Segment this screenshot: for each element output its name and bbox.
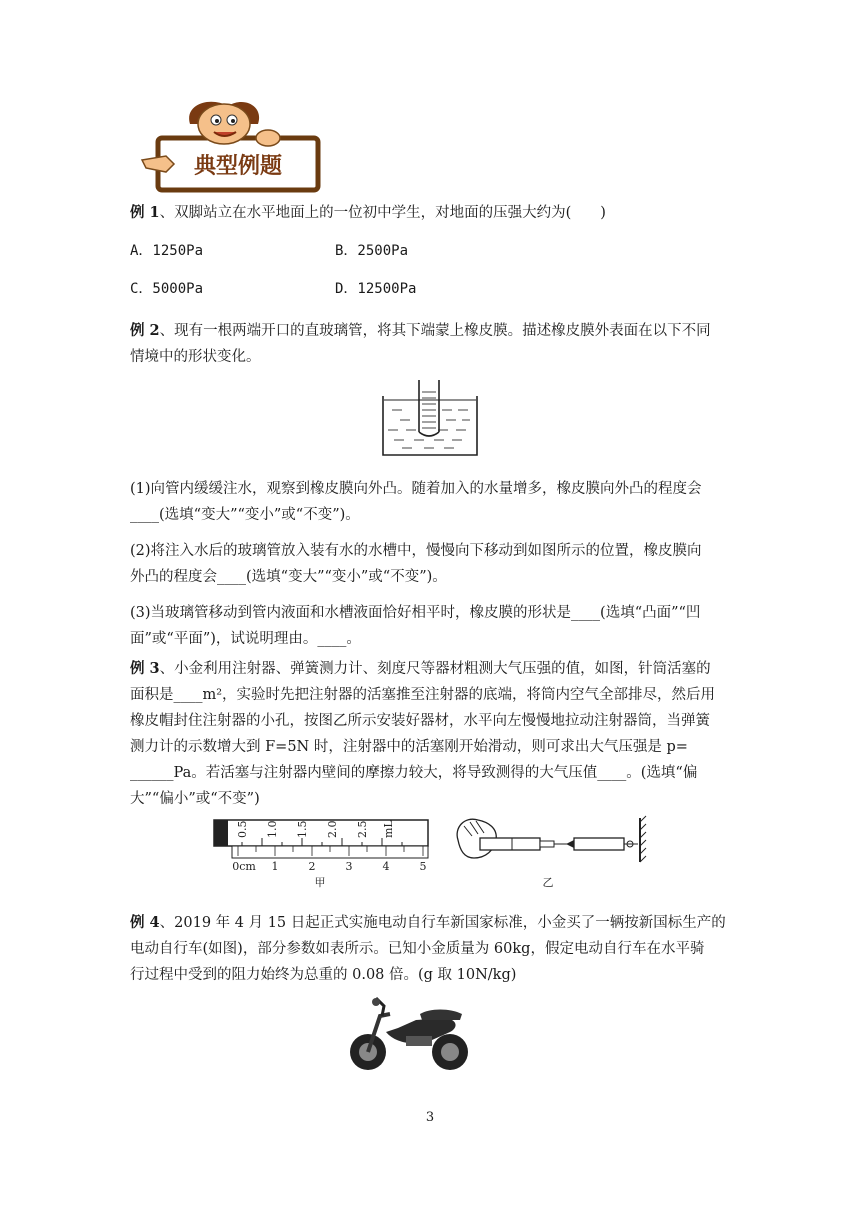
- example-2-part-2: [130, 538, 730, 590]
- example-1-question: [130, 200, 730, 226]
- syringe-ruler-figure: [212, 812, 662, 896]
- example-1-option-d: D．12500Pa: [335, 281, 417, 297]
- example-3-line1: 、小金利用注射器、弹簧测力计、刻度尺等器材粗测大气压强的值，如图，针筒活塞的: [159, 661, 711, 677]
- example-3-line3: 橡皮帽封住注射器的小孔，按图乙所示安装好器材，水平向左慢慢地拉动注射器筒，当弹簧: [130, 713, 710, 729]
- example-header-badge: [140, 98, 322, 194]
- example-2-part-1: [130, 476, 730, 528]
- example-4-line1: 、2019 年 4 月 15 日起正式实施电动自行车新国家标准，小金买了一辆按新国标生产的: [159, 915, 726, 931]
- ruler-tick-label: 3: [345, 860, 353, 873]
- example-3-line2: 面积是____m²，实验时先把注射器的活塞推至注射器的底端，将筒内空气全部排尽，然后用: [130, 687, 716, 703]
- figure-caption-b: 乙: [542, 876, 554, 889]
- electric-bike-icon: [346, 992, 478, 1074]
- syringe-volume-tick: 1.0: [266, 820, 279, 838]
- example-2-label: 例 2: [130, 322, 160, 339]
- example-2-part-3: [130, 600, 730, 652]
- example-2-question: [130, 318, 730, 370]
- ruler-tick-label: 1: [271, 860, 279, 873]
- example-3-question: [130, 656, 730, 812]
- figure-caption-a: 甲: [314, 876, 326, 889]
- example-3-line4: 测力计的示数增大到 F=5N 时，注射器中的活塞刚开始滑动，则可求出大气压强是 p=: [130, 739, 688, 755]
- example-3-label: 例 3: [130, 660, 160, 677]
- water-tank-figure: [380, 378, 480, 462]
- example-1-option-b: B．2500Pa: [335, 243, 409, 259]
- example-4-line3: 行过程中受到的阻力始终为总重的 0.08 倍。(g 取 10N/kg): [130, 967, 517, 983]
- example-2-q2-line1: (2)将注入水后的玻璃管放入装有水的水槽中，慢慢向下移动到如图所示的位置，橡皮膜向: [130, 543, 702, 559]
- page-number: 3: [425, 1110, 435, 1125]
- example-2-q3-line2: 面”或“平面”)，试说明理由。____。: [130, 631, 361, 647]
- example-4-question: [130, 910, 730, 988]
- example-1-option-a: A．1250Pa: [130, 243, 204, 259]
- example-2-line1: 、现有一根两端开口的直玻璃管，将其下端蒙上橡皮膜。描述橡皮膜外表面在以下不同: [159, 323, 711, 339]
- example-3-line5: ______Pa。若活塞与注射器内壁间的摩擦力较大，将导致测得的大气压值____。(选填“偏: [130, 765, 698, 781]
- example-2-q3-line1: (3)当玻璃管移动到管内液面和水槽液面恰好相平时，橡皮膜的形状是____(选填“凸面”“凹: [130, 605, 701, 621]
- example-3-line6: 大”“偏小”或“不变”): [130, 791, 260, 807]
- example-1-option-c: C．5000Pa: [130, 281, 204, 297]
- syringe-volume-unit: mL: [382, 820, 395, 838]
- example-4-line2: 电动自行车(如图)，部分参数如表所示。已知小金质量为 60kg，假定电动自行车在水平骑: [130, 941, 705, 957]
- electric-bike-image: [346, 992, 478, 1078]
- example-1-label: 例 1: [130, 204, 160, 221]
- ruler-tick-label: 0cm: [232, 860, 256, 873]
- cartoon-mascot-icon: [140, 98, 322, 194]
- syringe-volume-tick: 2.5: [356, 820, 369, 838]
- example-2-q2-line2: 外凸的程度会____(选填“变大”“变小”或“不变”)。: [130, 569, 447, 585]
- example-2-line2: 情境中的形状变化。: [130, 349, 261, 365]
- example-2-q1-line1: (1)向管内缓缓注水，观察到橡皮膜向外凸。随着加入的水量增多，橡皮膜向外凸的程度会: [130, 481, 702, 497]
- syringe-volume-tick: 1.5: [296, 820, 309, 838]
- ruler-tick-label: 5: [419, 860, 427, 873]
- syringe-volume-tick: 2.0: [326, 820, 339, 838]
- syringe-volume-tick: 0.5: [236, 820, 249, 838]
- ruler-tick-label: 2: [308, 860, 316, 873]
- example-1-text: 、双脚站立在水平地面上的一位初中学生，对地面的压强大约为( ): [159, 205, 606, 221]
- example-4-label: 例 4: [130, 914, 160, 931]
- ruler-tick-label: 4: [382, 860, 390, 873]
- example-2-q1-line2: ____(选填“变大”“变小”或“不变”)。: [130, 507, 360, 523]
- header-badge-text: 典型例题: [193, 153, 283, 179]
